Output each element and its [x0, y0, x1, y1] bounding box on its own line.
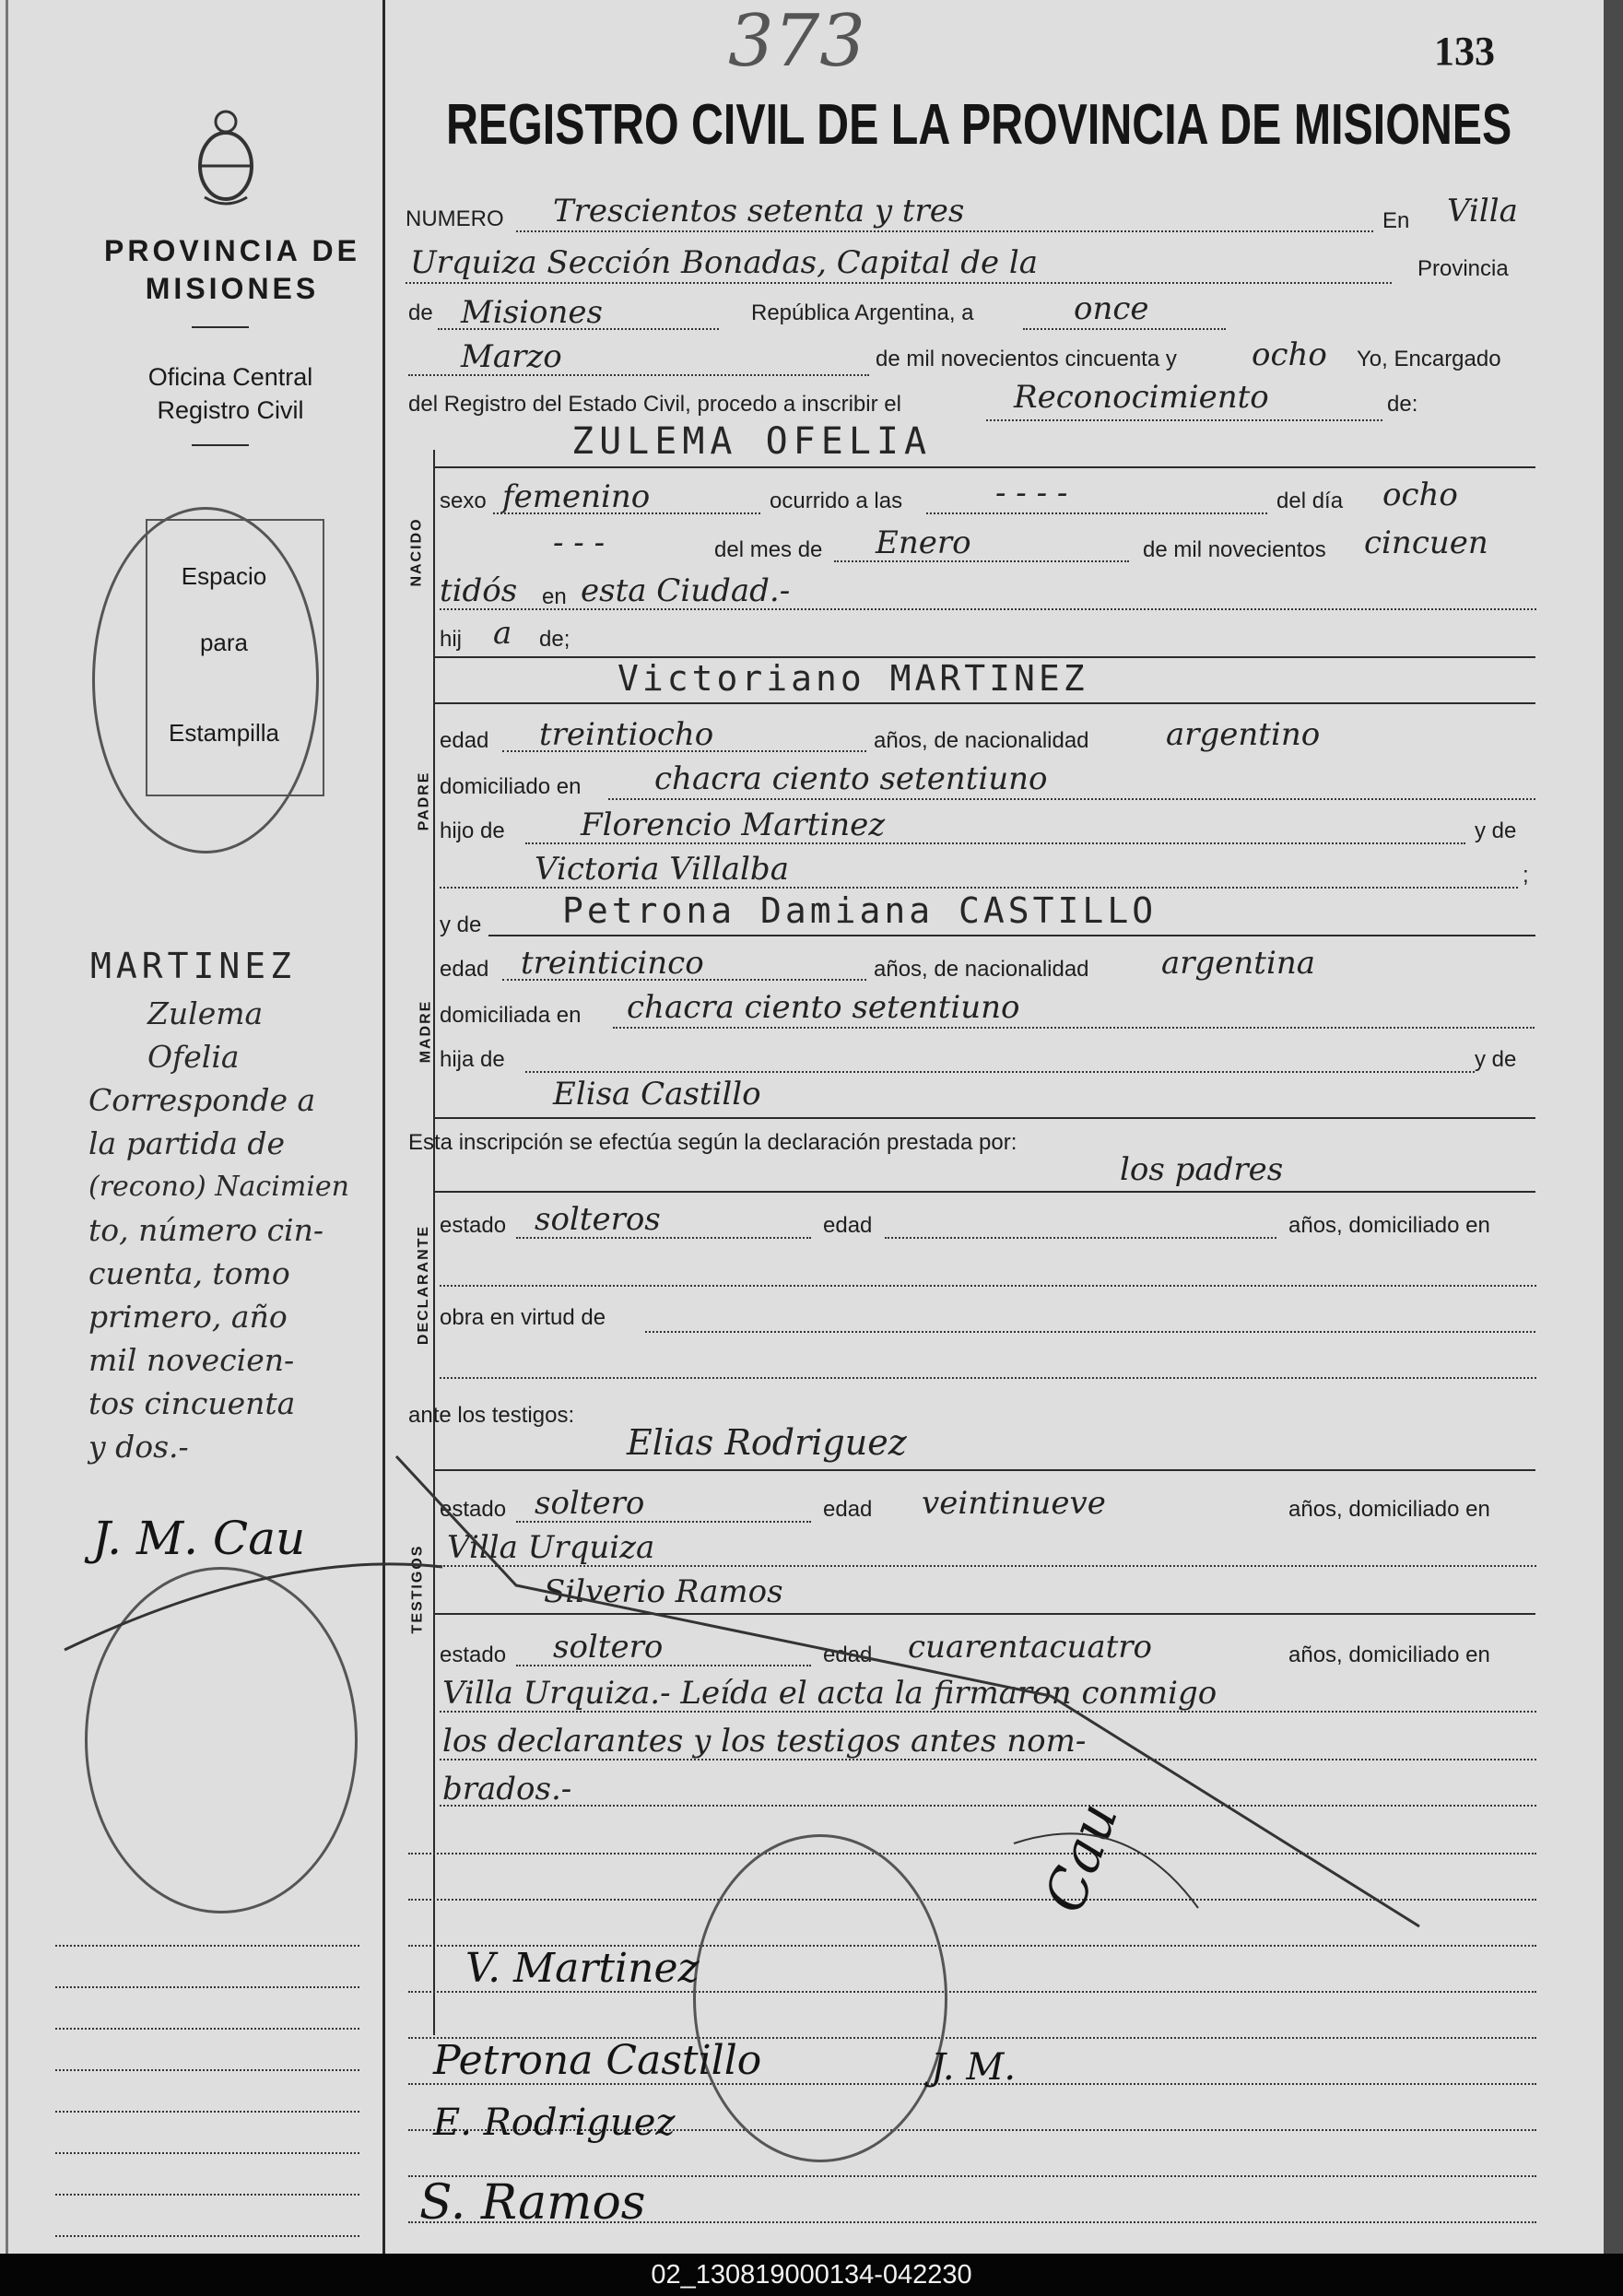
signature-registrar: Cau [1032, 1794, 1131, 1921]
section-label-nacido: NACIDO [408, 517, 425, 587]
padre-dom-label: domiciliado en [440, 774, 582, 799]
witness1-anios-label: años, domiciliado en [1288, 1497, 1490, 1522]
ocurrido-label: ocurrido a las [770, 489, 903, 513]
republica-label: República Argentina, a [751, 300, 974, 325]
registro-label: del Registro del Estado Civil, procedo a inscribir el [408, 392, 901, 417]
numero-value: Trescientos setenta y tres [553, 193, 965, 230]
witness1-dom-value: Villa Urquiza [447, 1529, 655, 1566]
anio-label: de mil novecientos [1143, 537, 1326, 562]
madre-edad-value: treinticinco [521, 945, 704, 982]
numero-label: NUMERO [406, 206, 504, 231]
madre-edad-label: edad [440, 957, 489, 982]
witness2-edad-label: edad [823, 1643, 873, 1667]
witness2-estado-label: estado [440, 1643, 507, 1667]
image-caption: 02_130819000134-042230 [0, 2254, 1623, 2296]
month-value: Marzo [461, 338, 562, 375]
declarante-estado-label: estado [440, 1213, 507, 1238]
declarante-estado-value: solteros [535, 1201, 661, 1238]
office-line2: Registro Civil [157, 396, 304, 424]
hij-value: a [493, 615, 512, 652]
madre-dom-value: chacra ciento setentiuno [627, 989, 1020, 1026]
mother-name: Petrona Damiana CASTILLO [562, 890, 1158, 931]
witness2-estado-value: soltero [553, 1629, 664, 1666]
witness1-estado-label: estado [440, 1497, 507, 1522]
page-title: REGISTRO CIVIL DE LA PROVINCIA DE MISIONES [446, 93, 1512, 157]
madre-yde2-label: y de [1475, 1047, 1517, 1072]
madre-nac-value: argentina [1161, 945, 1316, 982]
year-value: ocho [1252, 336, 1327, 373]
margin-note-line: cuenta, tomo [88, 1255, 290, 1291]
margin-note-line: y dos.- [88, 1429, 189, 1465]
margin-note-line: la partida de [88, 1125, 286, 1161]
section-label-declarante: DECLARANTE [416, 1224, 432, 1346]
stamp-space-label-3: Estampilla [169, 719, 279, 747]
madre-dom-label: domiciliada en [440, 1003, 582, 1028]
witness2-name: Silverio Ramos [544, 1573, 783, 1610]
signature-witness1: E. Rodriguez [433, 2102, 676, 2144]
place-value-2: Urquiza Sección Bonadas, Capital de la [410, 244, 1039, 281]
madre-mother-value: Elisa Castillo [553, 1076, 761, 1113]
anio-value-1: cincuen [1364, 524, 1488, 561]
padre-edad-label: edad [440, 728, 489, 753]
witness1-estado-value: soltero [535, 1485, 645, 1522]
anio-value-2: tidós [440, 572, 518, 609]
mes-label: del mes de [714, 537, 823, 562]
signature-registrar-initials: J. M. [931, 2046, 1017, 2089]
province-heading-line2: MISIONES [145, 272, 320, 305]
padre-nac-label: años, de nacionalidad [874, 728, 1089, 753]
de2-label: de: [1387, 392, 1418, 417]
stamp-space-label-1: Espacio [181, 562, 267, 590]
declaracion-label: Esta inscripción se efectúa según la declaración prestada por: [408, 1130, 1017, 1155]
padre-mother-value: Victoria Villalba [535, 851, 789, 888]
padre-dom-value: chacra ciento setentiuno [654, 760, 1048, 797]
sexo-label: sexo [440, 489, 487, 513]
margin-note-line: tos cincuenta [88, 1385, 296, 1421]
declarante-edad-label: edad [823, 1213, 873, 1238]
margin-note-line: Ofelia [147, 1039, 240, 1075]
year-label: de mil novecientos cincuenta y [876, 347, 1177, 371]
margin-note-line: mil novecien- [88, 1342, 295, 1378]
en-label: En [1382, 208, 1410, 233]
place-value-1: Villa [1447, 193, 1518, 230]
witness1-name: Elias Rodriguez [627, 1422, 907, 1463]
handwritten-document-number: 373 [728, 0, 865, 83]
padre-edad-value: treintiocho [539, 716, 714, 753]
hora-value: - - - - [995, 475, 1068, 512]
margin-note-line: Zulema [147, 995, 264, 1031]
margin-surname: MARTINEZ [90, 946, 297, 986]
padre-father-value: Florencio Martinez [581, 807, 886, 843]
margin-note-line: to, número cin- [88, 1212, 324, 1248]
section-label-testigos: TESTIGOS [409, 1544, 426, 1634]
closing-line-2: los declarantes y los testigos antes nom- [442, 1723, 1087, 1760]
mes-value: Enero [876, 524, 971, 561]
day-value: once [1074, 290, 1149, 327]
closing-line-1: Villa Urquiza.- Leída el acta la firmaron conmigo [442, 1675, 1217, 1712]
section-label-madre: MADRE [418, 999, 434, 1064]
dia-dashes: - - - [553, 524, 606, 561]
act-type-value: Reconocimiento [1014, 379, 1269, 416]
stamp-space-label-2: para [199, 629, 249, 656]
margin-note-line: (recono) Nacimien [88, 1171, 349, 1203]
margin-signature: J. M. Cau [92, 1512, 306, 1565]
signature-father: V. Martinez [465, 1945, 700, 1992]
madre-yde-label: y de [440, 913, 482, 937]
witness2-anios-label: años, domiciliado en [1288, 1643, 1490, 1667]
signature-mother: Petrona Castillo [433, 2037, 762, 2084]
testigos-ante-label: ante los testigos: [408, 1403, 575, 1428]
father-name: Victoriano MARTINEZ [617, 658, 1088, 699]
witness1-edad-value: veintinueve [922, 1485, 1106, 1522]
margin-note-line: Corresponde a [88, 1082, 316, 1118]
de-label: de [408, 300, 433, 325]
lugar-prefix: en [542, 584, 567, 609]
signature-witness2: S. Ramos [419, 2175, 646, 2231]
declarante-anios-label: años, domiciliado en [1288, 1213, 1490, 1238]
declaracion-value: los padres [1120, 1151, 1284, 1188]
declarante-obra-label: obra en virtud de [440, 1305, 606, 1330]
closing-line-3: brados.- [442, 1771, 572, 1807]
margin-note-line: primero, año [88, 1299, 288, 1335]
witness1-edad-label: edad [823, 1497, 873, 1522]
subject-name: ZULEMA OFELIA [571, 420, 933, 463]
section-label-padre: PADRE [416, 771, 432, 831]
padre-yde-label: y de [1475, 818, 1517, 843]
provincia-label: Provincia [1417, 256, 1509, 281]
hij-label: hij [440, 627, 463, 652]
province-heading-line1: PROVINCIA DE [104, 234, 360, 267]
dia-label: del día [1276, 489, 1344, 513]
sexo-value: femenino [502, 478, 651, 515]
madre-hija-label: hija de [440, 1047, 505, 1072]
dia-value: ocho [1382, 477, 1458, 513]
padre-nac-value: argentino [1166, 716, 1321, 753]
madre-nac-label: años, de nacionalidad [874, 957, 1089, 982]
folio-number: 133 [1434, 29, 1495, 74]
hij-de-label: de; [539, 627, 570, 652]
lugar-value: esta Ciudad.- [581, 572, 791, 609]
padre-hijo-label: hijo de [440, 818, 505, 843]
page-edge-shadow [1604, 0, 1623, 2254]
province-value: Misiones [461, 294, 603, 331]
encargado-label: Yo, Encargado [1357, 347, 1501, 371]
padre-semicolon: ; [1523, 863, 1529, 888]
office-line1: Oficina Central [147, 363, 313, 391]
witness2-edad-value: cuarentacuatro [908, 1629, 1153, 1666]
